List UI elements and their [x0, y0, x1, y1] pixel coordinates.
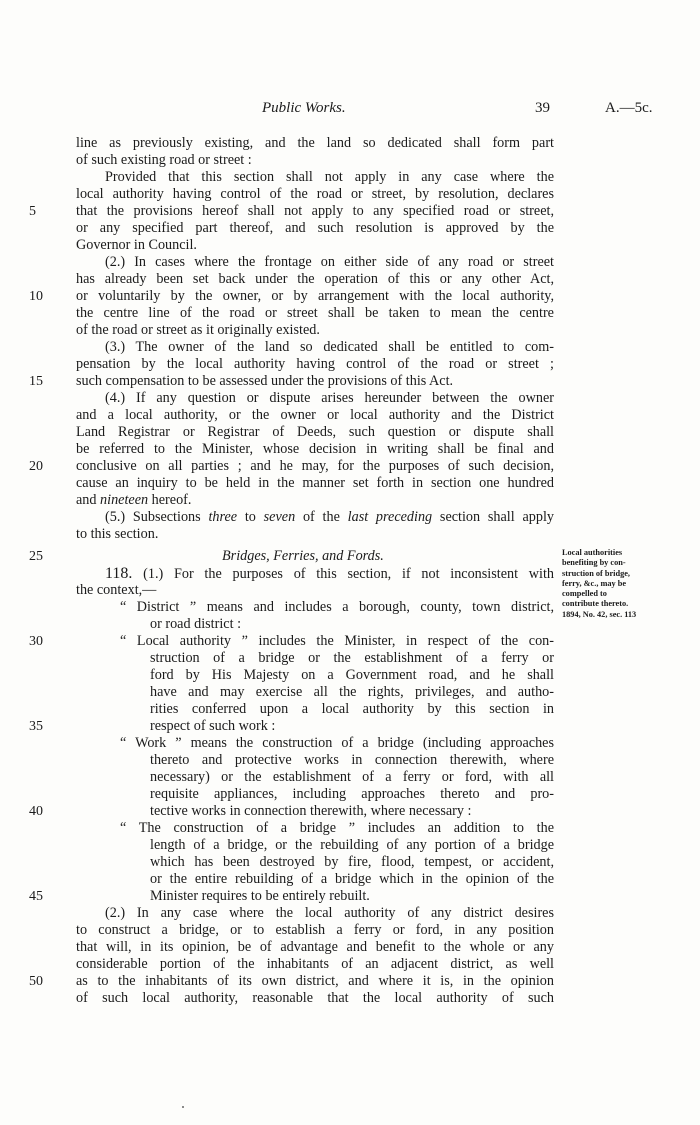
text-segment: of such local authority, reasonable that the local authority of such	[76, 990, 554, 1006]
line-text	[76, 424, 554, 441]
text-segment: Governor in Council.	[76, 237, 197, 253]
line-number: 20	[29, 459, 43, 474]
text-segment: of such existing road or street :	[76, 152, 252, 168]
text-line	[0, 769, 700, 786]
text-line	[0, 271, 700, 288]
text-line	[0, 820, 700, 837]
italic-text: nineteen	[100, 492, 149, 508]
text-line	[0, 492, 700, 509]
text-line	[0, 288, 700, 305]
line-text	[76, 288, 554, 305]
margin-note-line: compelled to	[562, 589, 607, 599]
text-line	[0, 905, 700, 922]
line-text	[150, 837, 554, 854]
text-line	[0, 956, 700, 973]
text-segment: or road district :	[150, 616, 242, 632]
text-segment: that the provisions hereof shall not apply to any specified road or street,	[76, 203, 554, 219]
text-line	[0, 526, 700, 543]
text-segment: to this section.	[76, 526, 159, 542]
text-segment: Land Registrar or Registrar of Deeds, such question or dispute shall	[76, 424, 554, 440]
text-line	[0, 135, 700, 152]
italic-text: last preceding	[347, 509, 433, 525]
line-text	[105, 390, 554, 407]
line-text	[76, 458, 554, 475]
text-segment: pensation by the local authority having control of the road or street ;	[76, 356, 554, 372]
text-segment: to construct a bridge, or to establish a ferry or ford, in any position	[76, 922, 554, 938]
line-text	[76, 135, 554, 152]
margin-note-line: struction of bridge,	[562, 568, 630, 578]
text-segment: Provided that this section shall not apply in any case where the	[105, 169, 554, 185]
text-line	[0, 254, 700, 271]
line-text	[120, 735, 554, 752]
italic-text: three	[208, 509, 238, 525]
running-title: Public Works.	[262, 100, 346, 116]
line-text	[76, 526, 158, 543]
line-text	[76, 356, 554, 373]
text-segment: (2.) In cases where the frontage on either side of any road or street	[105, 254, 554, 270]
text-segment: rities conferred upon a local authority by this section in	[150, 701, 554, 717]
text-segment: be referred to the Minister, whose decision in writing shall be final and	[76, 441, 554, 457]
text-line	[0, 407, 700, 424]
line-text	[105, 254, 554, 271]
line-text	[150, 616, 241, 633]
line-number: 5	[29, 204, 36, 219]
margin-note-line: benefiting by con-	[562, 558, 626, 568]
text-line	[0, 803, 700, 820]
text-line	[0, 973, 700, 990]
line-text	[76, 973, 554, 990]
text-line	[0, 837, 700, 854]
document-reference: A.—5c.	[605, 100, 653, 116]
italic-text: seven	[263, 509, 296, 525]
line-text	[150, 769, 554, 786]
text-segment: or the entire rebuilding of a bridge which in the opinion of the	[150, 871, 554, 887]
line-text	[105, 339, 554, 356]
line-text	[76, 922, 554, 939]
text-segment: to	[237, 509, 264, 525]
line-text	[76, 492, 191, 509]
line-text	[150, 871, 554, 888]
text-segment: (1.) For the purposes of this section, if not inconsistent with	[132, 566, 554, 582]
line-number: 40	[29, 804, 43, 819]
text-line	[0, 871, 700, 888]
line-text	[150, 650, 554, 667]
line-text	[76, 582, 156, 599]
line-text	[120, 820, 554, 837]
text-segment: considerable portion of the inhabitants of an adjacent district, as well	[76, 956, 554, 972]
text-segment: such compensation to be assessed under the provisions of this Act.	[76, 373, 454, 389]
line-text	[76, 220, 554, 237]
text-segment: length of a bridge, or the rebuilding of any portion of a bridge	[150, 837, 554, 853]
line-number: 10	[29, 289, 43, 304]
line-text	[76, 475, 554, 492]
text-segment: struction of a bridge or the establishment of a ferry or	[150, 650, 554, 666]
text-line	[0, 339, 700, 356]
text-segment: the centre line of the road or street shall be taken to mean the centre	[76, 305, 554, 321]
section-number: 118.	[105, 565, 133, 582]
line-text	[150, 667, 554, 684]
text-line	[0, 186, 700, 203]
line-text	[76, 237, 197, 254]
line-text	[150, 752, 554, 769]
margin-note-line: Local authorities	[562, 548, 623, 557]
text-line	[0, 735, 700, 752]
page-number: 39	[535, 100, 550, 116]
text-line	[0, 356, 700, 373]
line-text	[76, 186, 554, 203]
margin-note-line: contribute thereto.	[562, 599, 629, 609]
text-segment: ford by His Majesty on a Government road, and he shall	[150, 667, 554, 683]
text-line	[0, 203, 700, 220]
line-text	[76, 203, 554, 220]
text-segment: (5.) Subsections	[105, 509, 209, 525]
text-segment: the context,—	[76, 582, 157, 598]
text-line	[0, 667, 700, 684]
text-segment: and	[76, 492, 101, 508]
text-segment: of the	[295, 509, 348, 525]
line-text	[120, 633, 554, 650]
text-line	[0, 509, 700, 526]
text-segment: respect of such work :	[150, 718, 276, 734]
text-line	[0, 650, 700, 667]
line-number: 50	[29, 974, 43, 989]
text-line	[0, 939, 700, 956]
text-segment: line as previously existing, and the land so dedicated shall form part	[76, 135, 554, 151]
text-segment: necessary) or the establishment of a ferry or ford, with all	[150, 769, 554, 785]
text-segment: hereof.	[148, 492, 192, 508]
text-segment: which has been destroyed by fire, flood, tempest, or accident,	[150, 854, 554, 870]
text-line	[0, 786, 700, 803]
text-segment: (3.) The owner of the land so dedicated shall be entitled to com-	[105, 339, 554, 355]
line-number: 15	[29, 374, 43, 389]
line-text	[222, 548, 384, 565]
text-segment: section shall apply	[432, 509, 554, 525]
text-line	[0, 390, 700, 407]
text-segment: of the road or street as it originally existed.	[76, 322, 320, 338]
margin-note-line: ferry, &c., may be	[562, 578, 627, 588]
text-segment: as to the inhabitants of its own district, and where it is, in the opinion	[76, 973, 554, 989]
text-line	[0, 888, 700, 905]
text-line	[0, 373, 700, 390]
text-line	[0, 854, 700, 871]
text-segment: Minister requires to be entirely rebuilt.	[150, 888, 370, 904]
text-line	[0, 922, 700, 939]
line-text	[120, 599, 554, 616]
text-segment: local authority having control of the road or street, by resolution, declares	[76, 186, 554, 202]
text-line	[0, 441, 700, 458]
text-segment: has already been set back under the operation of this or any other Act,	[76, 271, 554, 287]
text-segment: “ Work ” means the construction of a bridge (including approaches	[120, 735, 554, 751]
text-segment: or any specified part thereof, and such resolution is approved by the	[76, 220, 554, 236]
line-text	[105, 905, 554, 922]
text-line	[0, 169, 700, 186]
text-segment: have and may exercise all the rights, privileges, and autho-	[150, 684, 554, 700]
text-line	[0, 458, 700, 475]
line-text	[76, 939, 554, 956]
text-segment: “ District ” means and includes a borough, county, town district,	[120, 599, 554, 615]
text-segment: (2.) In any case where the local authority of any district desires	[105, 905, 554, 921]
text-segment: tective works in connection therewith, where necessary :	[150, 803, 472, 819]
line-text	[76, 373, 453, 390]
text-segment: that will, in its opinion, be of advantage and benefit to the whole or any	[76, 939, 554, 955]
text-line	[0, 684, 700, 701]
italic-text: Bridges, Ferries, and Fords.	[222, 548, 384, 564]
line-text	[150, 854, 554, 871]
line-text	[150, 684, 554, 701]
line-number: 25	[29, 549, 43, 564]
text-line	[0, 990, 700, 1007]
line-text	[150, 888, 370, 905]
line-text	[105, 509, 554, 526]
text-segment: and a local authority, or the owner or local authority and the District	[76, 407, 554, 423]
line-text	[76, 152, 252, 169]
text-line	[0, 322, 700, 339]
line-text	[150, 786, 554, 803]
line-text	[105, 565, 554, 583]
text-segment: “ Local authority ” includes the Minister, in respect of the con-	[120, 633, 554, 649]
text-line	[0, 701, 700, 718]
text-line	[0, 305, 700, 322]
line-text	[150, 701, 554, 718]
text-segment: or voluntarily by the owner, or by arrangement with the local authority,	[76, 288, 554, 304]
text-segment: (4.) If any question or dispute arises hereunder between the owner	[105, 390, 554, 406]
text-segment: “ The construction of a bridge ” includes an addition to the	[120, 820, 554, 836]
line-text	[76, 990, 554, 1007]
text-line	[0, 220, 700, 237]
text-segment: conclusive on all parties ; and he may, for the purposes of such decision,	[76, 458, 554, 474]
printer-mark	[182, 1106, 184, 1108]
text-line	[0, 424, 700, 441]
line-text	[76, 956, 554, 973]
text-line	[0, 152, 700, 169]
line-number: 30	[29, 634, 43, 649]
line-number: 35	[29, 719, 43, 734]
line-text	[150, 718, 275, 735]
text-line	[0, 475, 700, 492]
margin-citation: 1894, No. 42, sec. 113	[562, 610, 637, 619]
line-text	[76, 322, 320, 339]
line-text	[150, 803, 471, 820]
text-segment: cause an inquiry to be held in the manner set forth in section one hundred	[76, 475, 554, 491]
line-text	[76, 305, 554, 322]
line-text	[76, 441, 554, 458]
text-line	[0, 718, 700, 735]
text-segment: thereto and protective works in connection therewith, where	[150, 752, 554, 768]
text-segment: requisite appliances, including approaches thereto and pro-	[150, 786, 554, 802]
line-number: 45	[29, 889, 43, 904]
margin-note	[562, 548, 697, 610]
line-text	[105, 169, 554, 186]
line-text	[76, 271, 554, 288]
line-text	[76, 407, 554, 424]
text-line	[0, 633, 700, 650]
text-line	[0, 237, 700, 254]
text-line	[0, 752, 700, 769]
